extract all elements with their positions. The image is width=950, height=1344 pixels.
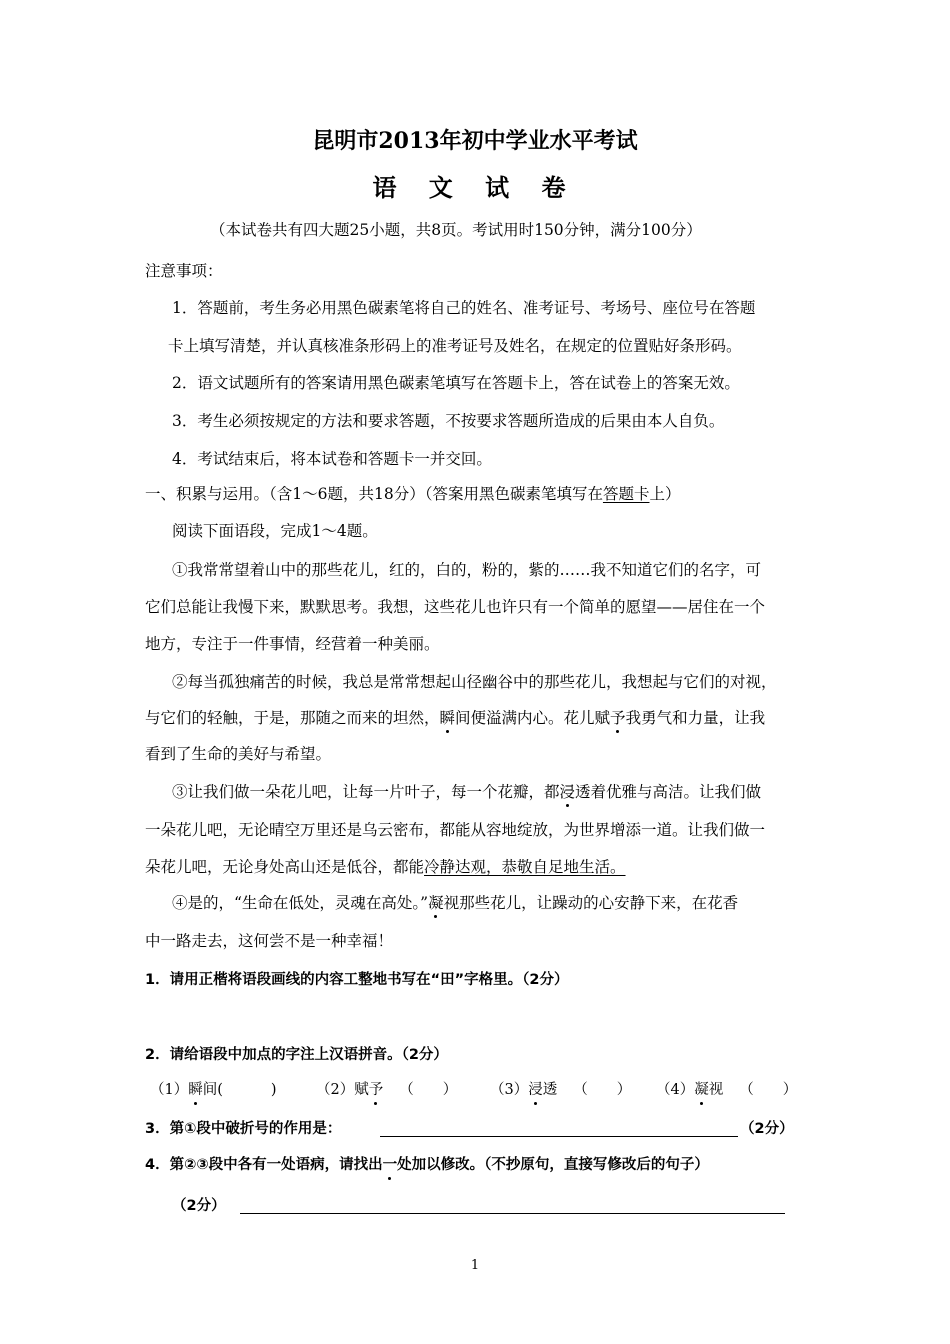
q2-item-3-dot: 浸 xyxy=(528,1082,543,1098)
note-4: 4．考试结束后，将本试卷和答题卡一并交回。 xyxy=(172,450,492,468)
exam-subtitle: 语 文 试 卷 xyxy=(372,173,578,202)
passage-p3-line2: 一朵花儿吧，无论晴空万里还是乌云密布，都能从容地绽放，为世界增添一道。让我们做一 xyxy=(145,821,766,839)
dotted-char-yu: 予 xyxy=(610,709,626,727)
section1-heading-b: 上） xyxy=(649,485,681,503)
q4-dotted-char: 一 xyxy=(382,1157,398,1173)
q2-item-4-dot: 凝 xyxy=(694,1082,709,1098)
passage-p1-line2: 它们总能让我慢下来，默默思考。我想，这些花儿也许只有一个简单的愿望——居住在一个 xyxy=(145,598,766,616)
section1-heading-a: 一、积累与运用。（含1～6题，共18分）（答案用黑色碳素笔填写在 xyxy=(145,485,603,503)
question-3-text: 3．第①段中破折号的作用是： xyxy=(145,1121,342,1137)
q2-item-4-post: 视 xyxy=(708,1082,724,1098)
question-4-score: （2分） xyxy=(172,1198,226,1214)
passage-p3-line3-a: 朵花儿吧，无论身处高山还是低谷，都能 xyxy=(145,858,425,876)
passage-p4-line1-a: ④是的，“生命在低处，灵魂在高处。” xyxy=(172,894,429,912)
q2-item-1-dot: 瞬 xyxy=(188,1082,203,1098)
q2-item-4-close: （ ） xyxy=(739,1082,798,1098)
question-3-score: （2分） xyxy=(740,1121,794,1137)
question-1: 1．请用正楷将语段画线的内容工整地书写在“田”字格里。（2分） xyxy=(145,972,569,988)
question-2: 2．请给语段中加点的字注上汉语拼音。（2分） xyxy=(145,1047,448,1063)
passage-p2-line2-a: 与它们的轻触，于是，那随之而来的坦然， xyxy=(145,709,440,727)
dotted-char-shun: 瞬 xyxy=(439,709,456,727)
passage-p4-line1 xyxy=(172,893,738,913)
note-2: 2．语文试题所有的答案请用黑色碳素笔填写在答题卡上，答在试卷上的答案无效。 xyxy=(172,374,740,392)
q2-item-3-post: 透 xyxy=(542,1082,558,1098)
q2-item-4[interactable] xyxy=(656,1080,797,1100)
q2-item-3[interactable] xyxy=(490,1080,631,1100)
exam-info: （本试卷共有四大题25小题，共8页。考试用时150分钟，满分100分） xyxy=(210,221,702,239)
question-4-b: 处加以修改。（不抄原句，直接写修改后的句子） xyxy=(397,1157,709,1173)
dotted-char-jin: 浸 xyxy=(559,783,576,801)
section1-intro: 阅读下面语段，完成1～4题。 xyxy=(172,522,378,540)
section1-heading-underlined: 答题卡 xyxy=(602,485,650,503)
q4-answer-line[interactable] xyxy=(240,1199,785,1214)
passage-p1-line3: 地方，专注于一件事情，经营着一种美丽。 xyxy=(145,635,440,653)
note-1a: 1．答题前，考生务必用黑色碳素笔将自己的姓名、准考证号、考场号、座位号在答题 xyxy=(172,299,756,317)
q2-item-3-close: （ ） xyxy=(573,1082,632,1098)
passage-p3-line1-a: ③让我们做一朵花儿吧，让每一片叶子，每一个花瓣，都 xyxy=(172,783,560,801)
passage-p2-line3: 看到了生命的美好与希望。 xyxy=(145,745,332,763)
q2-item-3-pre: （3） xyxy=(490,1082,529,1098)
q2-item-1[interactable] xyxy=(150,1080,277,1100)
passage-p4-line2: 中一路走去，这何尝不是一种幸福！ xyxy=(145,932,394,950)
q2-item-1-post: 间( xyxy=(202,1082,223,1098)
note-1b: 卡上填写清楚，并认真核准条形码上的准考证号及姓名，在规定的位置贴好条形码。 xyxy=(168,337,742,355)
underlined-phrase: 冷静达观，恭敬自足地生活。 xyxy=(424,858,626,876)
q2-item-2-dot: 予 xyxy=(368,1082,384,1098)
passage-p2-line2-c: 我勇气和力量，让我 xyxy=(625,709,766,727)
page-number: 1 xyxy=(470,1258,480,1273)
q2-item-4-pre: （4） xyxy=(656,1082,695,1098)
passage-p2-line1: ②每当孤独痛苦的时候，我总是常常想起山径幽谷中的那些花儿，我想起与它们的对视， xyxy=(172,673,777,691)
section1-heading xyxy=(145,484,680,504)
passage-p2-line2-b: 间便溢满内心。花儿赋 xyxy=(455,709,611,727)
notes-heading: 注意事项： xyxy=(145,262,223,280)
passage-p3-line1-b: 透着优雅与高洁。让我们做 xyxy=(575,783,762,801)
passage-p3-line3 xyxy=(145,857,626,877)
q2-item-2[interactable] xyxy=(316,1080,457,1100)
q2-item-1-close: ) xyxy=(270,1082,277,1098)
dotted-char-ning: 凝 xyxy=(428,894,444,912)
q3-answer-line[interactable] xyxy=(380,1122,738,1137)
passage-p1-line1: ①我常常望着山中的那些花儿，红的，白的，粉的，紫的……我不知道它们的名字，可 xyxy=(172,561,762,579)
passage-p2-line2 xyxy=(145,708,765,728)
question-4 xyxy=(145,1155,709,1175)
exam-title: 昆明市2013年初中学业水平考试 xyxy=(312,128,638,154)
note-3: 3．考生必须按规定的方法和要求答题，不按要求答题所造成的后果由本人自负。 xyxy=(172,412,725,430)
question-4-a: 4．第②③段中各有一处语病，请找出 xyxy=(145,1157,383,1173)
passage-p3-line1 xyxy=(172,782,761,802)
q2-item-2-close: （ ） xyxy=(399,1082,458,1098)
q2-item-2-pre: （2）赋 xyxy=(316,1082,369,1098)
passage-p4-line1-b: 视那些花儿，让躁动的心安静下来，在花香 xyxy=(443,894,739,912)
q2-item-1-pre: （1） xyxy=(150,1082,189,1098)
question-3 xyxy=(145,1119,341,1139)
